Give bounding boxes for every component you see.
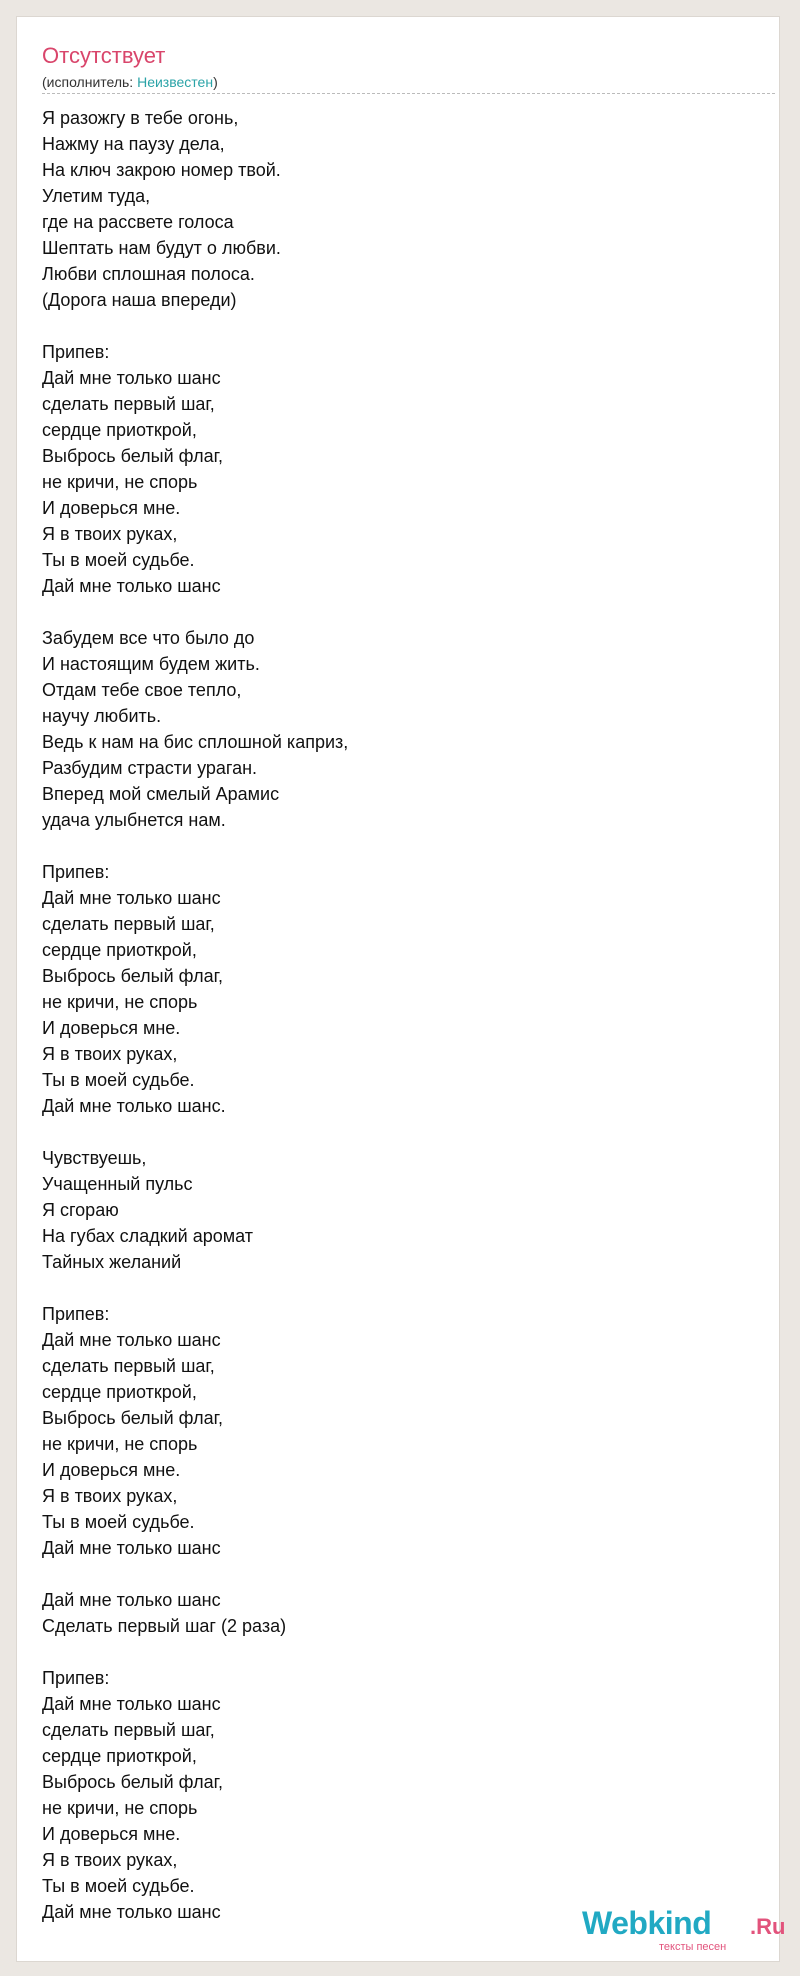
lyrics-line: Забудем все что было до	[42, 628, 255, 648]
lyrics-line: И настоящим будем жить.	[42, 654, 260, 674]
lyrics-line: Дай мне только шанс	[42, 1538, 221, 1558]
site-logo[interactable]	[582, 1905, 792, 1953]
lyrics-line: сердце приоткрой,	[42, 940, 197, 960]
lyrics-line: Дай мне только шанс	[42, 1694, 221, 1714]
lyrics-line: Улетим туда,	[42, 186, 151, 206]
lyrics-line: Тайных желаний	[42, 1252, 182, 1272]
lyrics-line: Разбудим страсти ураган.	[42, 758, 258, 778]
lyrics-line: Припев:	[42, 862, 110, 882]
lyrics-line: Выбрось белый флаг,	[42, 446, 223, 466]
lyrics-line: Нажму на паузу дела,	[42, 134, 225, 154]
lyrics-line: Ты в моей судьбе.	[42, 1512, 195, 1532]
logo-tagline: тексты песен	[659, 1941, 727, 1953]
lyrics-card	[16, 16, 786, 1962]
lyrics-line: Выбрось белый флаг,	[42, 966, 223, 986]
lyrics-line: Дай мне только шанс	[42, 368, 221, 388]
lyrics-line: где на рассвете голоса	[42, 212, 234, 232]
lyrics-line: Я разожгу в тебе огонь,	[42, 108, 239, 128]
logo-word: Webkind	[582, 1905, 712, 1941]
lyrics-line: Дай мне только шанс	[42, 888, 221, 908]
lyrics-line: Отдам тебе свое тепло,	[42, 680, 242, 700]
lyrics-line: Дай мне только шанс.	[42, 1096, 226, 1116]
lyrics-line: Ты в моей судьбе.	[42, 1876, 195, 1896]
lyrics-line: сделать первый шаг,	[42, 914, 215, 934]
lyrics-line: Выбрось белый флаг,	[42, 1408, 223, 1428]
lyrics-line: удача улыбнется нам.	[42, 810, 226, 830]
meta-prefix: (исполнитель:	[42, 74, 138, 90]
logo-tld: .Ru	[750, 1914, 786, 1939]
lyrics-line: сердце приоткрой,	[42, 1746, 197, 1766]
lyrics-line: Я в твоих руках,	[42, 524, 178, 544]
lyrics-line: Дай мне только шанс	[42, 576, 221, 596]
lyrics-line: Сделать первый шаг (2 раза)	[42, 1616, 287, 1636]
lyrics-line: сердце приоткрой,	[42, 1382, 197, 1402]
lyrics-line: Дай мне только шанс	[42, 1902, 221, 1922]
lyrics-line: Я в твоих руках,	[42, 1486, 178, 1506]
lyrics-line: И доверься мне.	[42, 1824, 181, 1844]
lyrics-line: не кричи, не спорь	[42, 1434, 198, 1454]
lyrics-line: И доверься мне.	[42, 1018, 181, 1038]
lyrics-line: сделать первый шаг,	[42, 1356, 215, 1376]
song-meta	[42, 74, 218, 90]
lyrics-line: Ты в моей судьбе.	[42, 1070, 195, 1090]
lyrics-line: сердце приоткрой,	[42, 420, 197, 440]
lyrics-line: И доверься мне.	[42, 1460, 181, 1480]
lyrics-line: сделать первый шаг,	[42, 394, 215, 414]
lyrics-line: Вперед мой смелый Арамис	[42, 784, 280, 804]
lyrics-line: научу любить.	[42, 706, 162, 726]
lyrics-text	[42, 105, 348, 1925]
lyrics-line: Дай мне только шанс	[42, 1330, 221, 1350]
lyrics-line: Ты в моей судьбе.	[42, 550, 195, 570]
lyrics-line: Чувствуешь,	[42, 1148, 147, 1168]
lyrics-line: И доверься мне.	[42, 498, 181, 518]
song-title: Отсутствует	[42, 43, 166, 68]
lyrics-line: Припев:	[42, 342, 110, 362]
lyrics-line: Любви сплошная полоса.	[42, 264, 255, 284]
lyrics-line: Припев:	[42, 1668, 110, 1688]
lyrics-line: сделать первый шаг,	[42, 1720, 215, 1740]
header-divider	[42, 93, 775, 94]
lyrics-line: Я в твоих руках,	[42, 1850, 178, 1870]
lyrics-line: На ключ закрою номер твой.	[42, 160, 281, 180]
lyrics-line: не кричи, не спорь	[42, 472, 198, 492]
lyrics-line: Учащенный пульс	[42, 1174, 193, 1194]
lyrics-line: Ведь к нам на бис сплошной каприз,	[42, 732, 349, 752]
lyrics-line: Дай мне только шанс	[42, 1590, 221, 1610]
lyrics-line: На губах сладкий аромат	[42, 1226, 253, 1246]
lyrics-line: Припев:	[42, 1304, 110, 1324]
lyrics-line: не кричи, не спорь	[42, 992, 198, 1012]
lyrics-line: Выбрось белый флаг,	[42, 1772, 223, 1792]
lyrics-line: не кричи, не спорь	[42, 1798, 198, 1818]
lyrics-line: Шептать нам будут о любви.	[42, 238, 281, 258]
lyrics-line: (Дорога наша впереди)	[42, 290, 237, 310]
lyrics-line: Я в твоих руках,	[42, 1044, 178, 1064]
lyrics-line: Я сгораю	[42, 1200, 119, 1220]
meta-suffix: )	[213, 74, 218, 90]
artist-link[interactable]: Неизвестен	[137, 74, 214, 90]
